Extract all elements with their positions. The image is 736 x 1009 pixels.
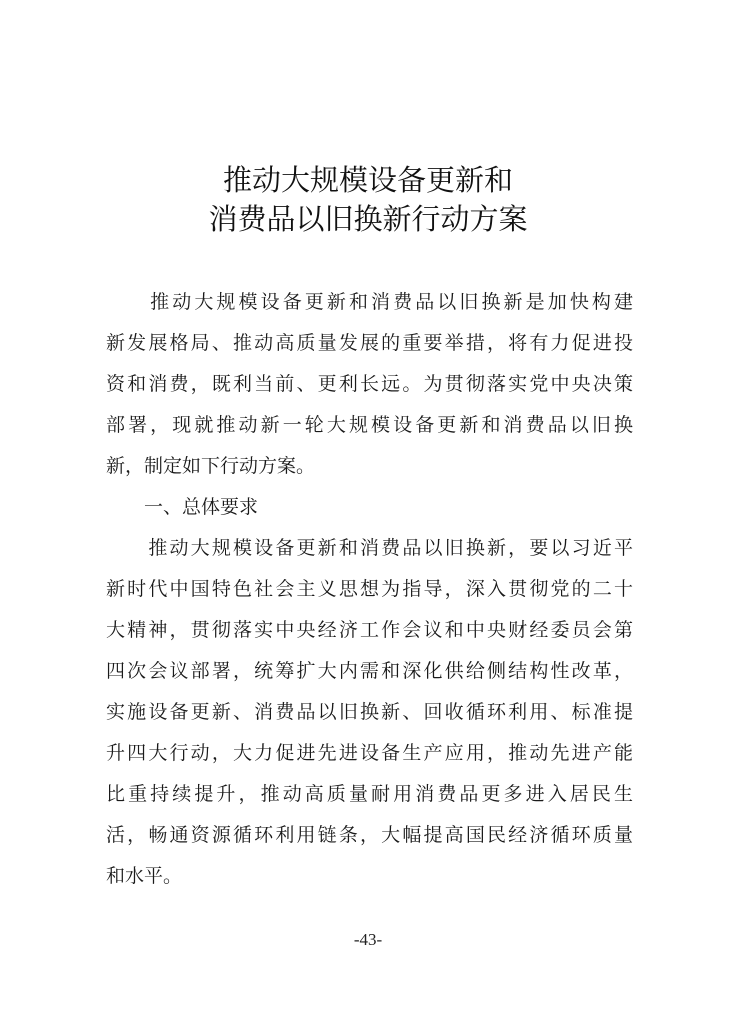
page-number: -43- (353, 930, 383, 949)
section1-line-1: 推动大规模设备更新和消费品以旧换新，要以习近平 (106, 537, 633, 559)
section1-line-9: 和水平。 (106, 865, 183, 887)
intro-line-5: 新，制定如下行动方案。 (106, 455, 316, 477)
document-title-line-2: 消费品以旧换新行动方案 (208, 202, 528, 236)
section-heading-general-requirements: 一、总体要求 (106, 496, 259, 518)
section1-line-2: 新时代中国特色社会主义思想为指导，深入贯彻党的二十 (106, 578, 633, 600)
document-title-line-1: 推动大规模设备更新和 (222, 163, 513, 197)
intro-line-3: 资和消费，既利当前、更利长远。为贯彻落实党中央决策 (106, 373, 633, 395)
intro-line-4: 部署，现就推动新一轮大规模设备更新和消费品以旧换 (106, 414, 633, 436)
section1-line-4: 四次会议部署，统筹扩大内需和深化供给侧结构性改革， (106, 660, 633, 682)
section1-line-5: 实施设备更新、消费品以旧换新、回收循环利用、标准提 (106, 701, 633, 723)
section1-line-7: 比重持续提升，推动高质量耐用消费品更多进入居民生 (106, 783, 633, 805)
section1-line-3: 大精神，贯彻落实中央经济工作会议和中央财经委员会第 (106, 619, 633, 641)
intro-line-1: 推动大规模设备更新和消费品以旧换新是加快构建 (106, 291, 633, 313)
section1-line-8: 活，畅通资源循环利用链条，大幅提高国民经济循环质量 (106, 824, 633, 846)
section1-line-6: 升四大行动，大力促进先进设备生产应用，推动先进产能 (106, 742, 633, 764)
intro-line-2: 新发展格局、推动高质量发展的重要举措，将有力促进投 (106, 332, 633, 354)
